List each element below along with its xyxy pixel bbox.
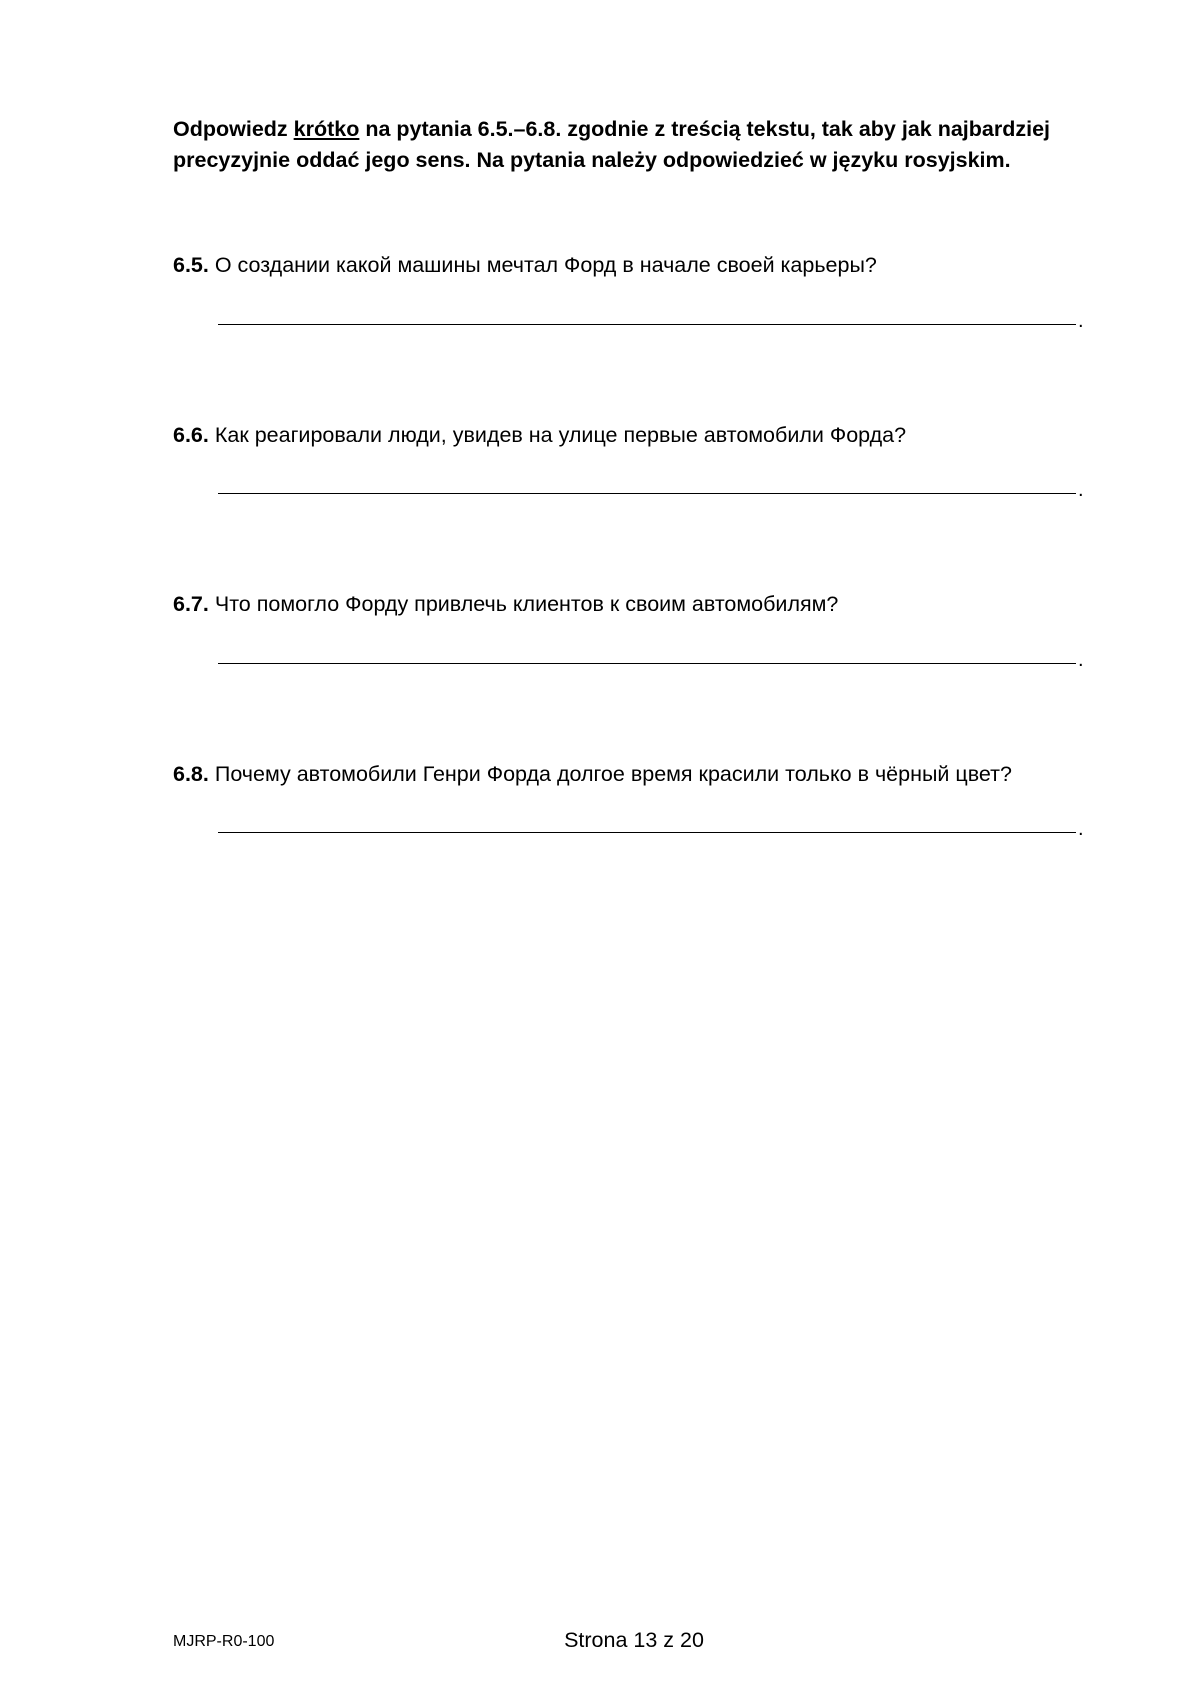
instructions-line-1-start: Odpowiedz bbox=[173, 117, 294, 141]
question-6-7 bbox=[173, 589, 1093, 619]
question-6-5 bbox=[173, 250, 1093, 280]
instructions bbox=[173, 114, 1093, 176]
question-number: 6.5. bbox=[173, 253, 209, 277]
question-text: О создании какой машины мечтал Форд в начале своей карьеры? bbox=[214, 253, 877, 277]
answer-line-6-8[interactable] bbox=[218, 803, 1088, 840]
instructions-keyword: krótko bbox=[293, 117, 360, 141]
answer-rule bbox=[218, 832, 1076, 833]
answer-period: . bbox=[1078, 818, 1084, 840]
answer-line-6-7[interactable] bbox=[218, 634, 1088, 671]
answer-line-6-6[interactable] bbox=[218, 464, 1088, 501]
question-text: Как реагировали люди, увидев на улице первые автомобили Форда? bbox=[214, 423, 907, 447]
answer-period: . bbox=[1078, 649, 1084, 671]
question-number: 6.6. bbox=[173, 423, 209, 447]
answer-rule bbox=[218, 663, 1076, 664]
instructions-line-1 bbox=[173, 114, 1093, 145]
answer-rule bbox=[218, 324, 1076, 325]
answer-period: . bbox=[1078, 479, 1084, 501]
answer-rule bbox=[218, 493, 1076, 494]
instructions-line-2: precyzyjnie oddać jego sens. Na pytania należy odpowiedzieć w języku rosyjskim. bbox=[173, 148, 1011, 172]
answer-line-6-5[interactable] bbox=[218, 295, 1088, 332]
question-6-8 bbox=[173, 759, 1093, 789]
page-number: Strona 13 z 20 bbox=[564, 1628, 704, 1652]
question-number: 6.7. bbox=[173, 592, 209, 616]
answer-period: . bbox=[1078, 310, 1084, 332]
question-text: Почему автомобили Генри Форда долгое время красили только в чёрный цвет? bbox=[214, 762, 1012, 786]
document-code: MJRP-R0-100 bbox=[173, 1633, 275, 1650]
question-6-6 bbox=[173, 420, 1093, 450]
instructions-line-1-end: na pytania 6.5.–6.8. zgodnie z treścią tekstu, tak aby jak najbardziej bbox=[359, 117, 1051, 141]
question-text: Что помогло Форду привлечь клиентов к своим автомобилям? bbox=[214, 592, 839, 616]
question-number: 6.8. bbox=[173, 762, 209, 786]
